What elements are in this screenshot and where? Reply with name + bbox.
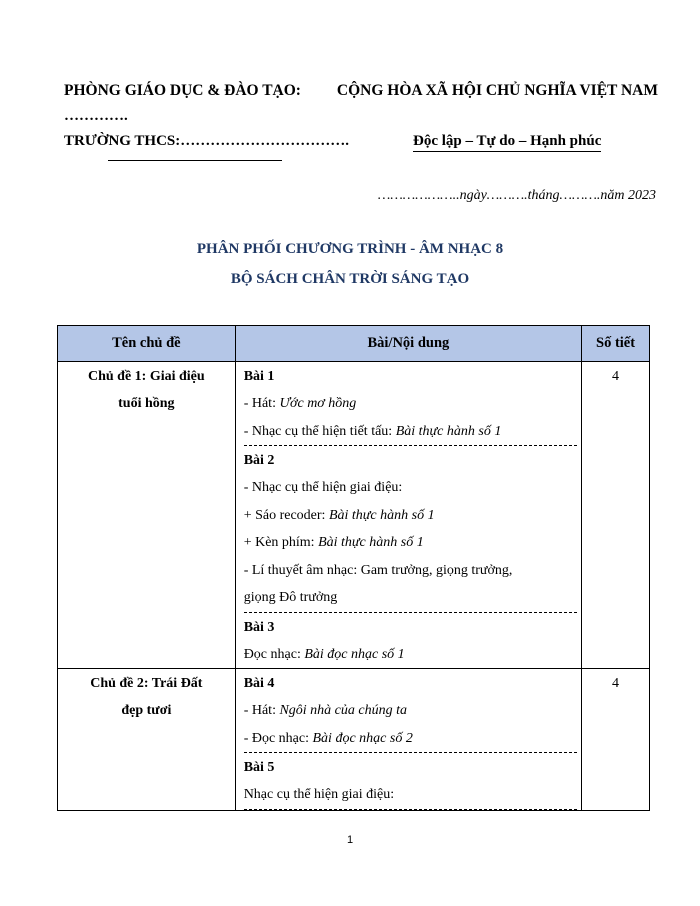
topic-name: Chủ đề 1: Giai điệu [87, 369, 205, 384]
lesson-block [244, 362, 577, 446]
lesson-block [244, 669, 577, 753]
table-row [58, 362, 650, 669]
header-topic: Tên chủ đề [58, 326, 236, 362]
content-cell [235, 362, 581, 669]
lesson-title: Bài 5 [243, 760, 275, 775]
curriculum-table [57, 325, 650, 811]
lesson-line: Nhạc cụ thể hiện giai điệu: [243, 787, 395, 802]
date-line: ………………..ngày……….tháng……….năm 2023 [377, 188, 656, 203]
lesson-line: - Hát: Ước mơ hồng [243, 396, 357, 411]
page-number: 1 [346, 834, 354, 846]
department-label: PHÒNG GIÁO DỤC & ĐÀO TẠO: [64, 82, 301, 99]
school-label: TRƯỜNG THCS:……………………………. [64, 133, 350, 149]
lesson-title: Bài 3 [243, 619, 275, 635]
document-subtitle: BỘ SÁCH CHÂN TRỜI SÁNG TẠO [230, 271, 470, 287]
content-cell [235, 669, 581, 811]
table-row [58, 669, 650, 811]
department-dots: …………. [64, 108, 128, 124]
lesson-block [244, 446, 577, 613]
lesson-title: Bài 2 [243, 453, 275, 468]
topic-name-cont: đẹp tươi [121, 703, 172, 718]
document-title: PHÂN PHỐI CHƯƠNG TRÌNH - ÂM NHẠC 8 [196, 241, 504, 257]
lesson-line: - Nhạc cụ thể hiện tiết tấu: Bài thực hành số 1 [243, 423, 502, 439]
lesson-line: - Đọc nhạc: Bài đọc nhạc số 2 [243, 730, 413, 746]
table-header-row [58, 326, 650, 362]
lesson-line: - Lí thuyết âm nhạc: Gam trưởng, giọng trưởng, [243, 562, 513, 578]
lesson-title: Bài 4 [243, 676, 275, 691]
school-underline [108, 160, 282, 161]
national-motto: Độc lập – Tự do – Hạnh phúc [413, 133, 601, 152]
lesson-line: + Kèn phím: Bài thực hành số 1 [243, 535, 424, 550]
header-first-line [64, 82, 658, 100]
lesson-line: Đọc nhạc: Bài đọc nhạc số 1 [243, 646, 405, 662]
lesson-line: + Sáo recoder: Bài thực hành số 1 [243, 507, 435, 523]
republic-title: CỘNG HÒA XÃ HỘI CHỦ NGHĨA VIỆT NAM [336, 82, 658, 99]
periods-cell: 4 [582, 362, 650, 669]
topic-name-cont: tuổi hồng [118, 396, 175, 411]
lesson-line: - Nhạc cụ thể hiện giai điệu: [243, 480, 403, 495]
lesson-title: Bài 1 [243, 369, 275, 384]
lesson-line: giọng Đô trưởng [243, 590, 338, 605]
lesson-block [244, 613, 577, 669]
lesson-line: - Hát: Ngôi nhà của chúng ta [243, 703, 407, 718]
periods-cell: 4 [582, 669, 650, 811]
topic-cell [58, 362, 236, 669]
header-periods: Số tiết [582, 326, 650, 362]
lesson-block [244, 753, 577, 810]
header-content: Bài/Nội dung [235, 326, 581, 362]
topic-name: Chủ đề 2: Trái Đất [90, 676, 203, 691]
topic-cell [58, 669, 236, 811]
